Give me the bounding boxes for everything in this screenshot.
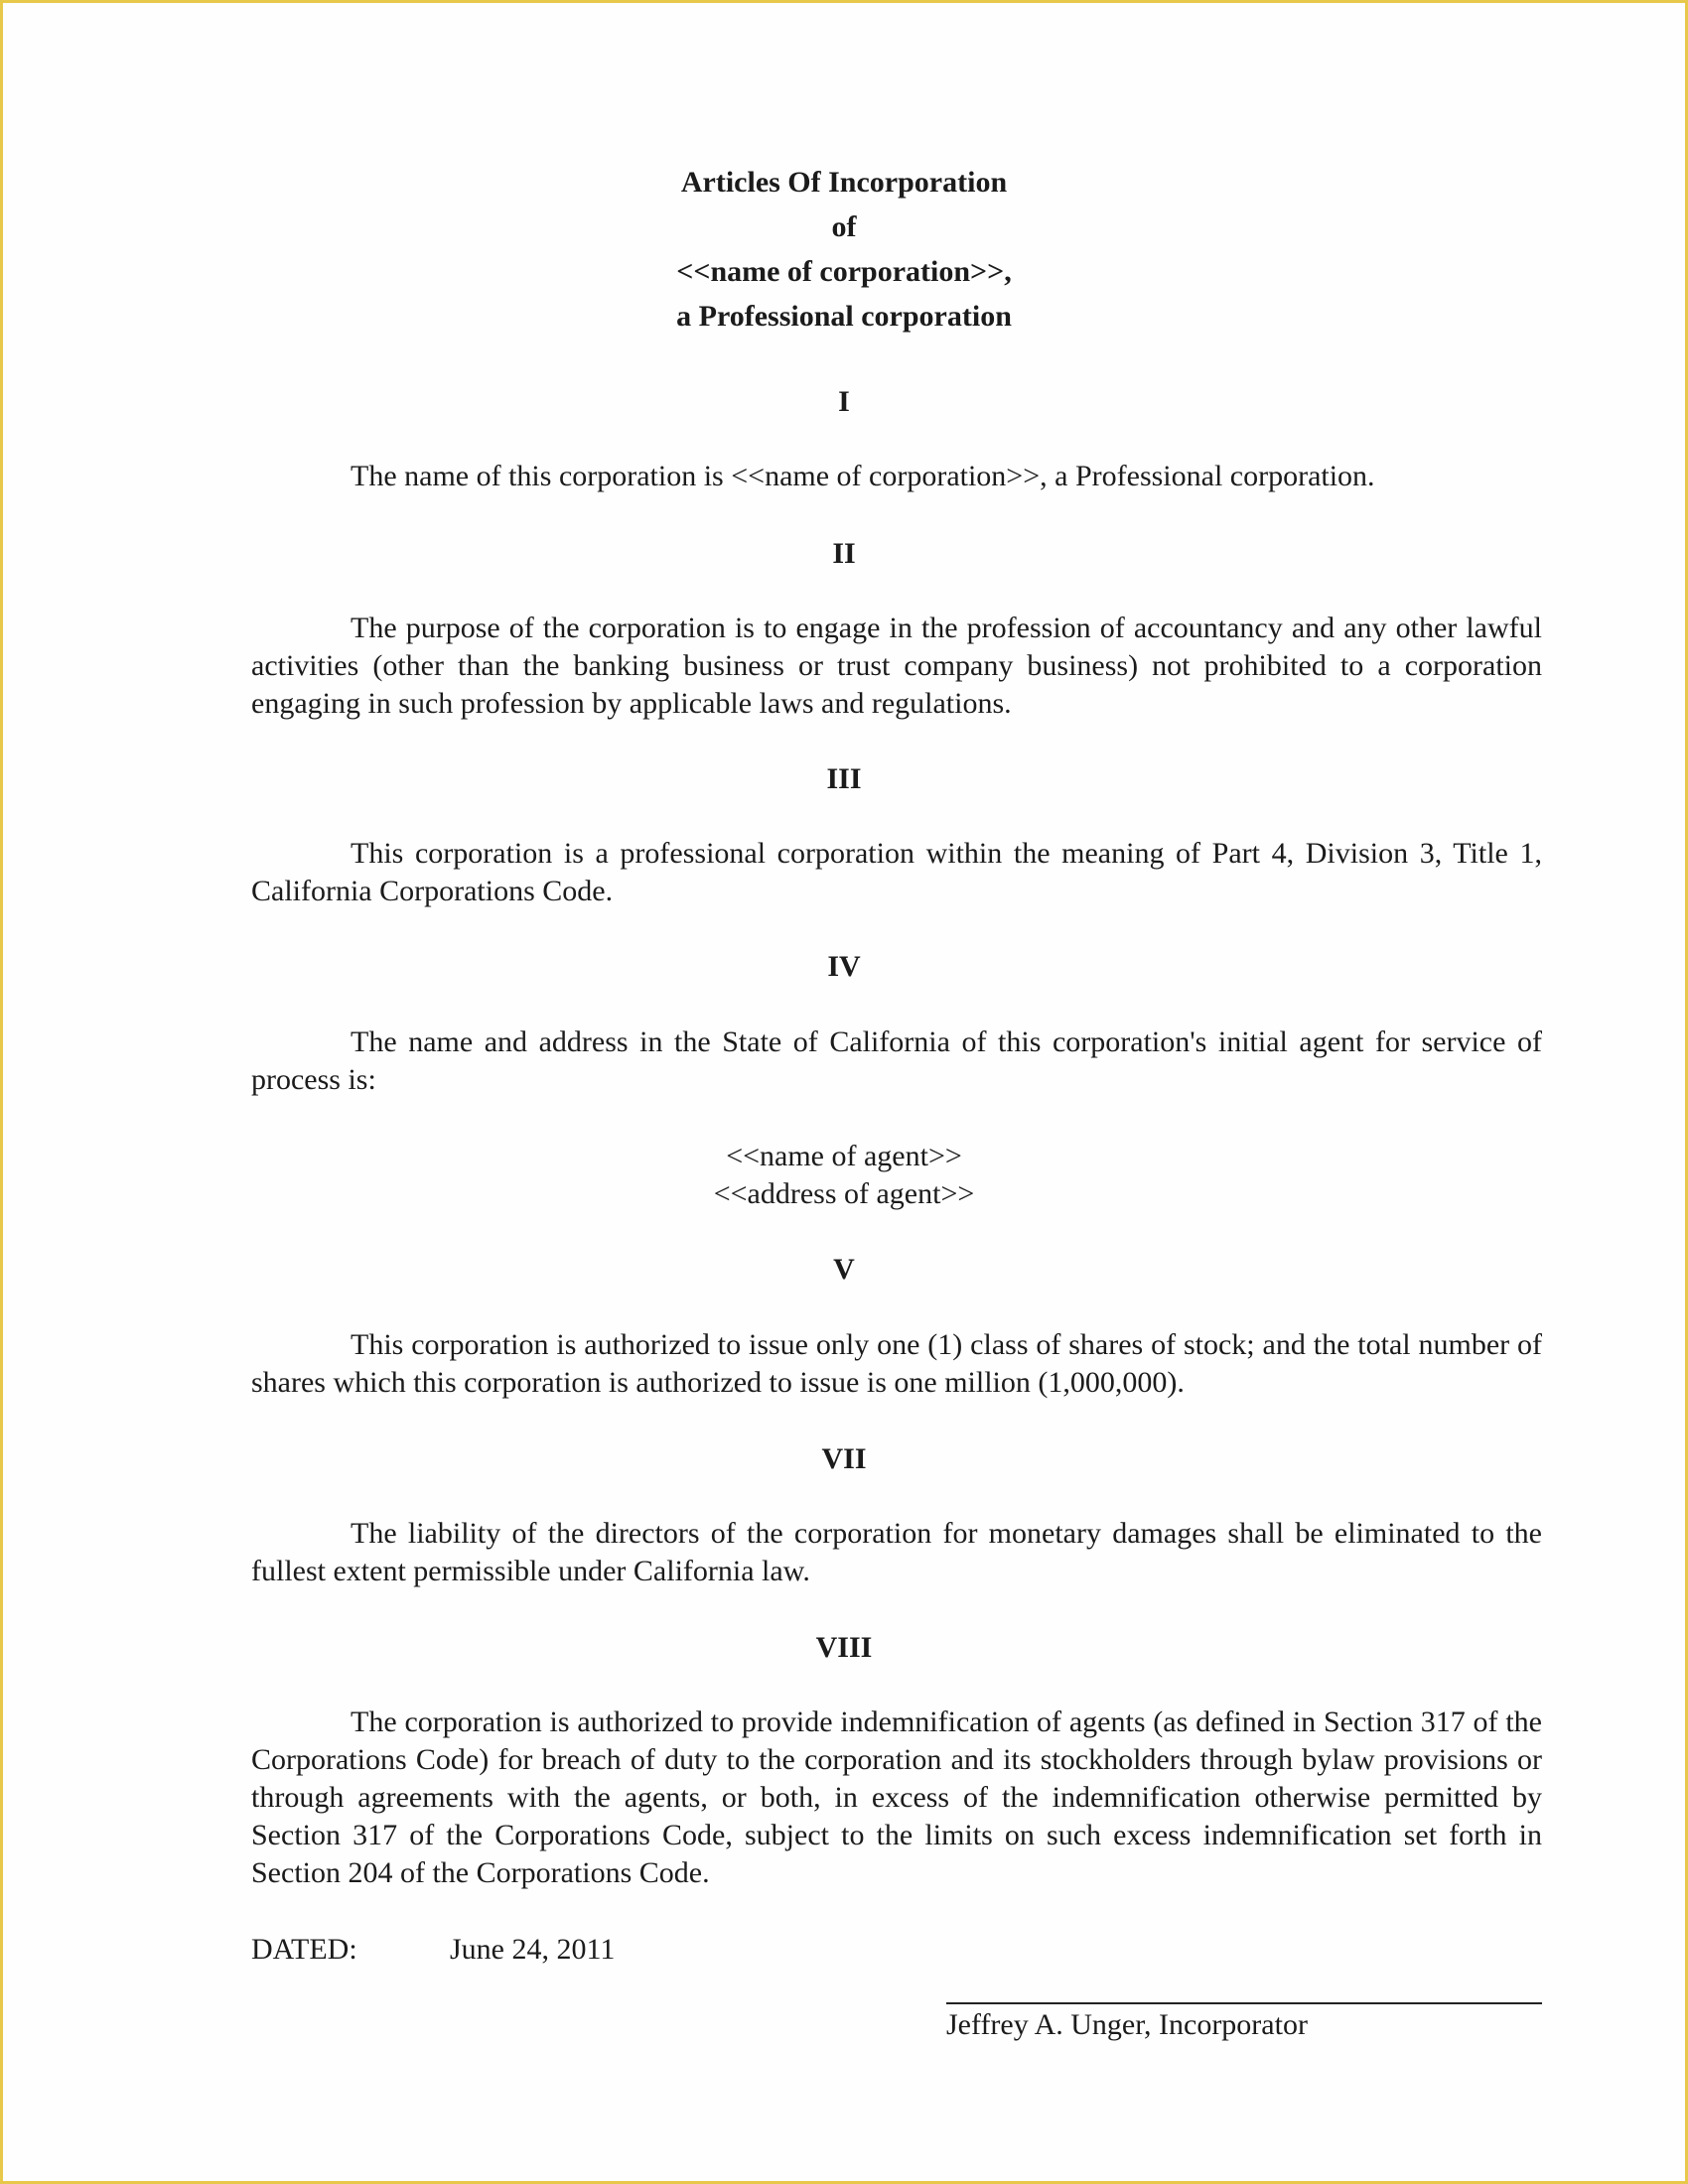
dated-value: June 24, 2011 bbox=[450, 1933, 616, 1966]
title-line: of bbox=[831, 210, 857, 243]
agent-block bbox=[3, 1138, 1685, 1213]
dated-label: DATED: bbox=[251, 1933, 357, 1966]
section-text-vii: The liability of the directors of the corporation for monetary damages shall be eliminated to the fullest extent permissible under California law. bbox=[251, 1517, 1542, 1587]
section-text-iii: This corporation is a professional corporation within the meaning of Part 4, Division 3, Title 1, California Corporations Code. bbox=[251, 837, 1542, 907]
section-heading-v: V bbox=[833, 1253, 855, 1286]
section-heading-iv: IV bbox=[827, 950, 861, 983]
title-line: Articles Of Incorporation bbox=[680, 166, 1008, 199]
section-heading-vii: VII bbox=[821, 1442, 867, 1475]
agent-name: <<name of agent>> bbox=[726, 1140, 962, 1172]
section-text-ii: The purpose of the corporation is to engage in the profession of accountancy and any other lawful activities (other than the banking business or trust company business) not prohibited to a corporation engaging in such profession by applicable laws and regulations. bbox=[251, 612, 1542, 720]
signatory-name: Jeffrey A. Unger, Incorporator bbox=[946, 2008, 1308, 2041]
title-line: <<name of corporation>>, bbox=[676, 255, 1012, 288]
section-heading-iii: III bbox=[826, 762, 862, 795]
section-text-viii: The corporation is authorized to provide indemnification of agents (as defined in Section 317 of the Corporations Code) for breach of duty to the corporation and its stockholders through bylaw provisions or through agreements with the agents, or both, in excess of the indemnification otherwise permitted by Section 317 of the Corporations Code, subject to the limits on such excess indemnification set forth in Section 204 of the Corporations Code. bbox=[251, 1706, 1542, 1889]
signature-line bbox=[946, 2002, 1542, 2004]
section-text-i: The name of this corporation is <<name of corporation>>, a Professional corporation. bbox=[351, 460, 1375, 492]
section-text-v: This corporation is authorized to issue only one (1) class of shares of stock; and the total number of shares which this corporation is authorized to issue is one million (1,000,000). bbox=[251, 1328, 1542, 1399]
section-heading-i: I bbox=[838, 385, 850, 418]
section-heading-viii: VIII bbox=[815, 1631, 873, 1664]
document-title bbox=[3, 160, 1685, 339]
dated-row bbox=[251, 1931, 615, 1969]
section-text-iv: The name and address in the State of California of this corporation's initial agent for service of process is: bbox=[251, 1025, 1542, 1096]
agent-address: <<address of agent>> bbox=[713, 1177, 975, 1210]
title-line: a Professional corporation bbox=[676, 300, 1012, 333]
section-heading-ii: II bbox=[832, 537, 856, 570]
